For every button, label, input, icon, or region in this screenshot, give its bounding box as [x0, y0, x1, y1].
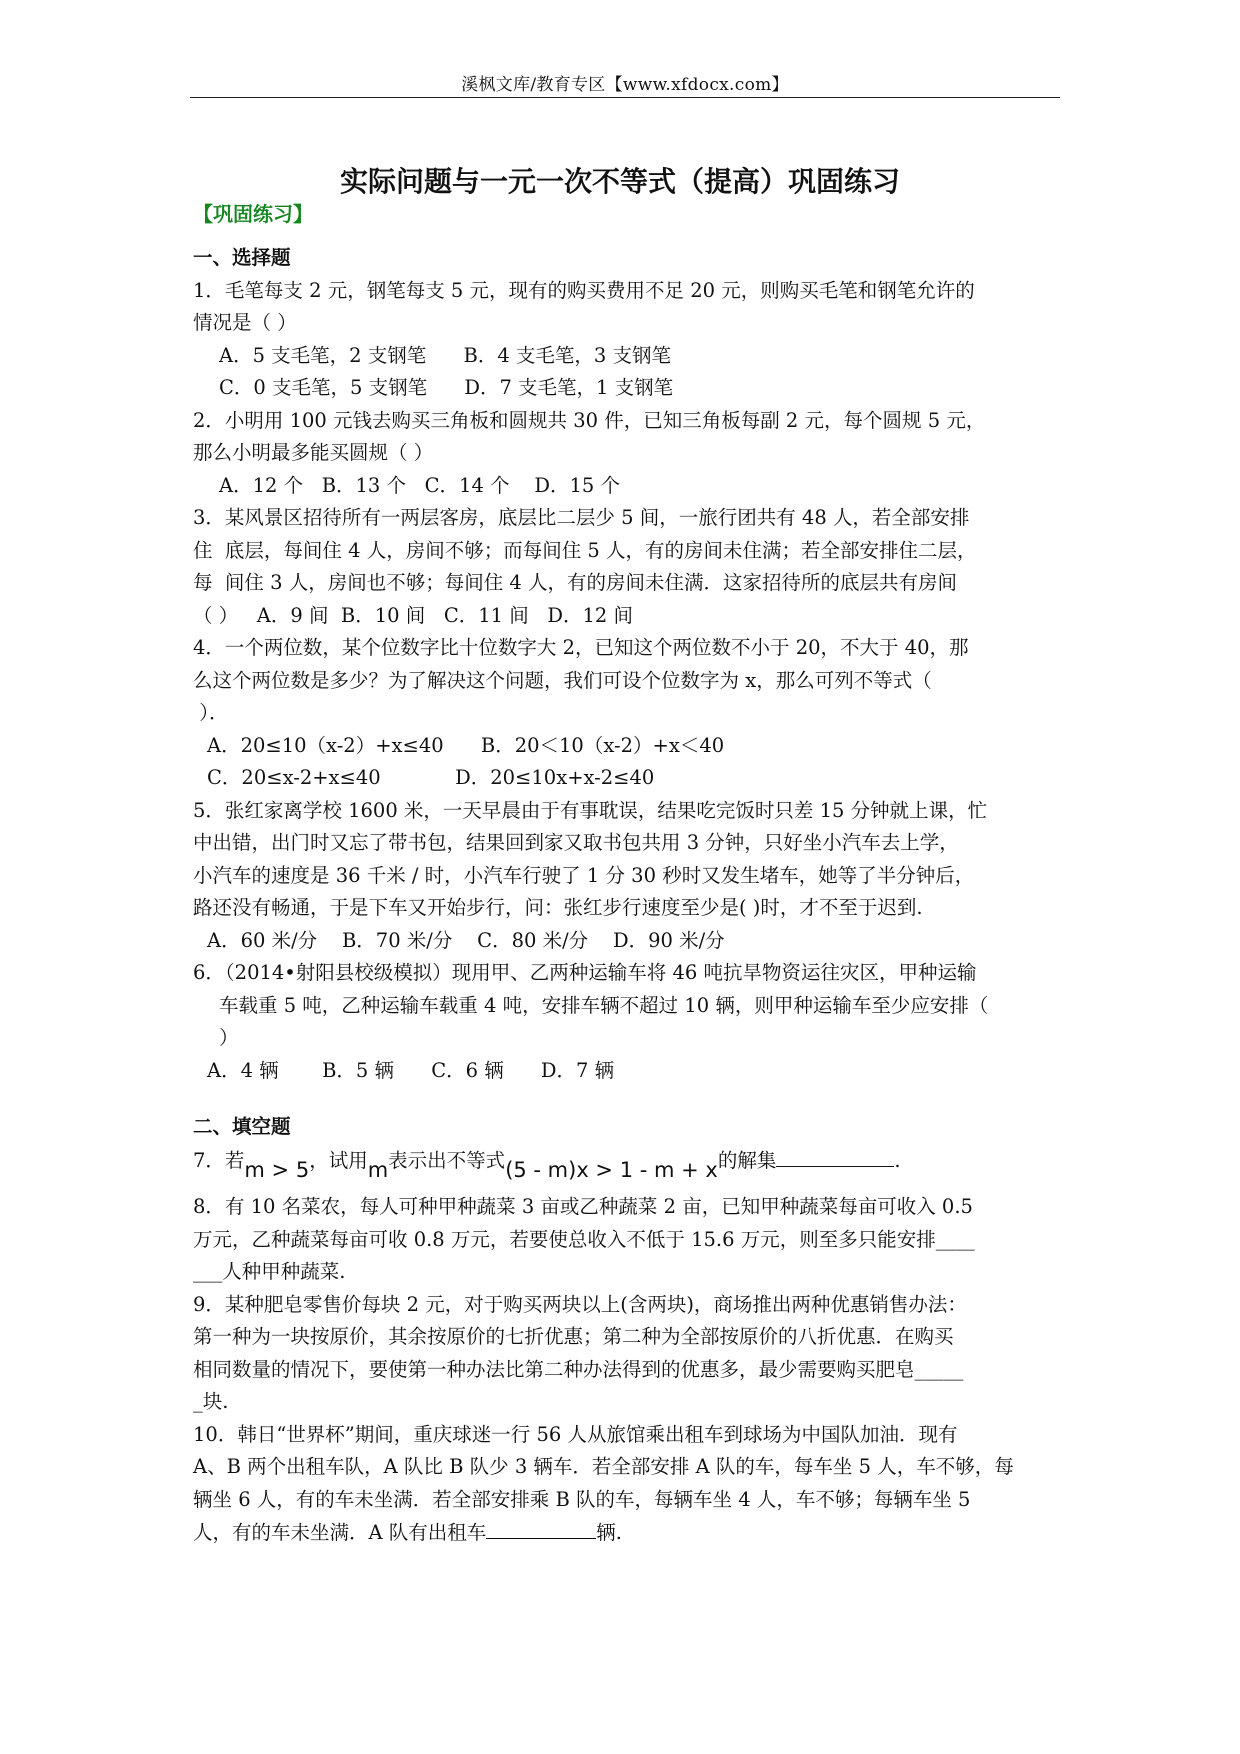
question-10 [193, 1419, 1063, 1550]
question-text: 辆坐 6 人，有的车未坐满．若全部安排乘 B 队的车，每辆车坐 4 人，车不够；每辆车坐 5 [193, 1487, 971, 1511]
question-text: _块. [193, 1390, 229, 1413]
question-6 [193, 957, 1063, 1087]
question-text: 相同数量的情况下，要使第一种办法比第二种办法得到的优惠多，最少需要购买肥皂_____ [193, 1357, 964, 1381]
answer-options: A．5 支毛笔，2 支钢笔 B．4 支毛笔，3 支钢笔 [219, 343, 672, 367]
question-text: 车载重 5 吨，乙种运输车载重 4 吨，安排车辆不超过 10 辆，则甲种运输车至少应安排（ [219, 993, 989, 1017]
question-1 [193, 275, 1063, 405]
answer-blank [486, 1516, 596, 1539]
question-text: 第一种为一块按原价，其余按原价的七折优惠；第二种为全部按原价的八折优惠．在购买 [193, 1325, 954, 1348]
math-expression: m > 5 [244, 1157, 310, 1182]
question-text: 中出错，出门时又忘了带书包，结果回到家又取书包共用 3 分钟，只好坐小汽车去上学， [193, 831, 959, 854]
page-title: 实际问题与一元一次不等式（提高）巩固练习 [339, 165, 900, 198]
question-text: A、B 两个出租车队，A 队比 B 队少 3 辆车．若全部安排 A 队的车，每车坐 5 人，车不够，每 [193, 1455, 1014, 1478]
answer-options: C．20≤x-2+x≤40 D．20≤10x+x-2≤40 [207, 766, 655, 789]
question-text: 2．小明用 100 元钱去购买三角板和圆规共 30 件，已知三角板每副 2 元，每个圆规 5 元， [193, 408, 986, 432]
question-text: ）． [193, 701, 229, 724]
math-variable: m [367, 1157, 389, 1182]
question-text: ） [219, 1026, 239, 1049]
question-text: ___人种甲种蔬菜. [193, 1260, 346, 1283]
question-text: 7．若 [193, 1148, 245, 1172]
question-text: 6．（2014•射阳县校级模拟）现用甲、乙两种运输车将 46 吨抗旱物资运往灾区，甲种运输 [193, 961, 977, 984]
question-text: 那么小明最多能买圆规（ ） [193, 441, 434, 464]
answer-options: （ ） A．9 间 B．10 间 C．11 间 D．12 间 [193, 603, 633, 627]
page-header: 溪枫文库/教育专区【www.xfdocx.com】 [461, 75, 789, 95]
question-text: 路还没有畅通，于是下车又开始步行，问：张红步行速度至少是( )时，才不至于迟到. [193, 896, 923, 919]
question-text: 10．韩日“世界杯”期间，重庆球迷一行 56 人从旅馆乘出租车到球场为中国队加油．现有 [193, 1422, 958, 1446]
math-inequality: (5 - m)x > 1 - m + x [505, 1157, 718, 1182]
document-body [193, 242, 1063, 1550]
question-text: 辆. [596, 1521, 622, 1544]
question-8 [193, 1191, 1063, 1289]
question-text [193, 1516, 1063, 1550]
answer-options: A．20≤10（x-2）+x≤40 B．20＜10（x-2）+x＜40 [207, 733, 725, 757]
exercise-tag: 【巩固练习】 [193, 202, 313, 226]
section-heading-fill: 二、填空题 [193, 1115, 291, 1138]
question-text: 8．有 10 名菜农，每人可种甲种蔬菜 3 亩或乙种蔬菜 2 亩，已知甲种蔬菜每亩可收入 0.5 [193, 1195, 973, 1218]
question-text: 3．某风景区招待所有一两层客房，底层比二层少 5 间，一旅行团共有 48 人，若全部安排 [193, 506, 970, 529]
question-text: 万元，乙种蔬菜每亩可收 0.8 万元，若要使总收入不低于 15.6 万元，则至多只能安排____ [193, 1227, 975, 1251]
question-text: 9．某种肥皂零售价每块 2 元，对于购买两块以上(含两块)，商场推出两种优惠销售办法： [193, 1292, 967, 1316]
question-text: 人，有的车未坐满．A 队有出租车 [193, 1521, 487, 1544]
question-7 [193, 1144, 1063, 1182]
question-text: . [894, 1148, 901, 1172]
question-3 [193, 502, 1063, 632]
question-4 [193, 632, 1063, 795]
question-9 [193, 1289, 1063, 1419]
question-text: 情况是（ ） [193, 311, 297, 334]
answer-options: C．0 支毛笔，5 支钢笔 D．7 支毛笔，1 支钢笔 [219, 376, 674, 399]
question-text: 小汽车的速度是 36 千米 / 时，小汽车行驶了 1 分 30 秒时又发生堵车，她等了半分钟后， [193, 863, 975, 887]
answer-blank [776, 1144, 894, 1167]
question-text: 住 底层，每间住 4 人，房间不够；而每间住 5 人，有的房间未住满；若全部安排住二层， [193, 538, 977, 562]
question-text: 么这个两位数是多少？为了解决这个问题，我们可设个位数字为 x，那么可列不等式（ [193, 668, 932, 692]
question-2 [193, 405, 1063, 503]
answer-options: A．60 米/分 B．70 米/分 C．80 米/分 D．90 米/分 [207, 928, 725, 952]
question-text: ，试用 [309, 1148, 368, 1172]
answer-options: A．4 辆 B．5 辆 C．6 辆 D．7 辆 [207, 1058, 615, 1082]
question-text: 5．张红家离学校 1600 米，一天早晨由于有事耽误，结果吃完饭时只差 15 分钟就上课，忙 [193, 798, 988, 822]
question-text: 表示出不等式 [388, 1148, 506, 1172]
question-text: 的解集 [717, 1148, 777, 1172]
header-divider [190, 97, 1060, 98]
section-heading-choice: 一、选择题 [193, 246, 291, 269]
question-5 [193, 795, 1063, 958]
question-text: 1．毛笔每支 2 元，钢笔每支 5 元，现有的购买费用不足 20 元，则购买毛笔和钢笔允许的 [193, 278, 975, 302]
question-text: 4．一个两位数，某个位数字比十位数字大 2，已知这个两位数不小于 20，不大于 40，那 [193, 636, 969, 659]
answer-options: A．12 个 B．13 个 C．14 个 D．15 个 [219, 473, 620, 497]
question-text: 每 间住 3 人，房间也不够；每间住 4 人，有的房间未住满．这家招待所的底层共有房间 [193, 571, 958, 594]
